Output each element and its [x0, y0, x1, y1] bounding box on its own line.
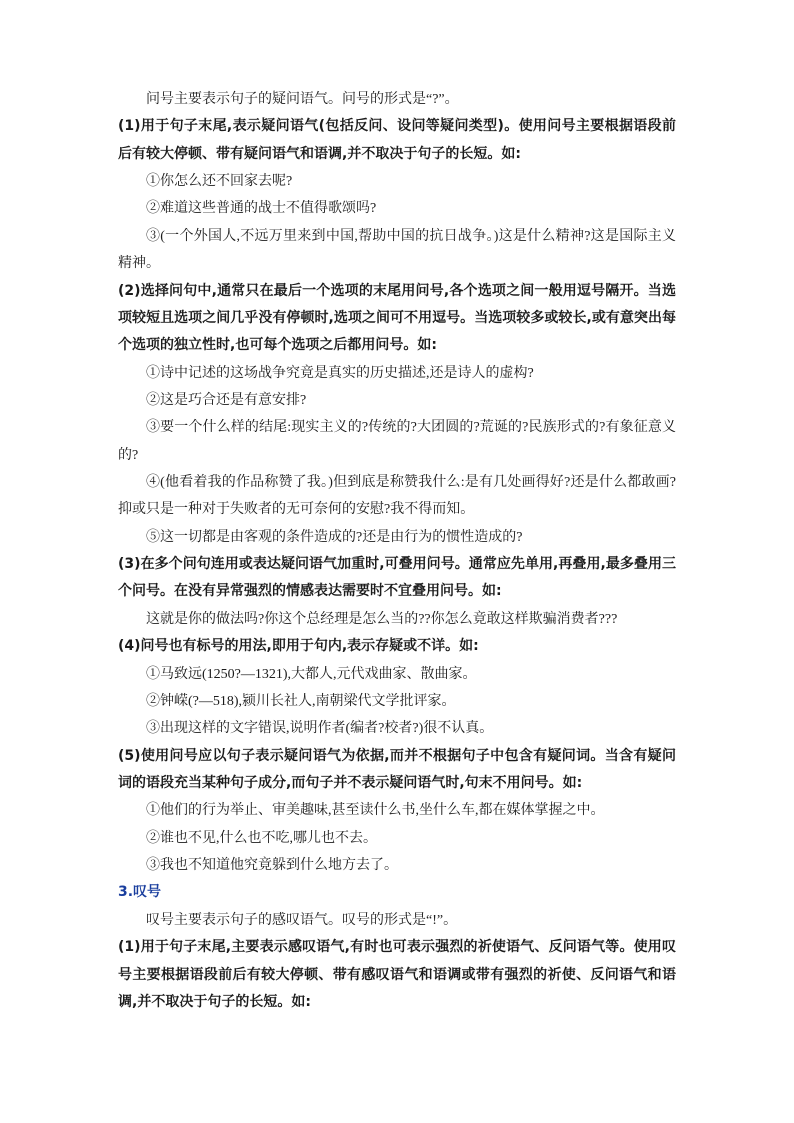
example-2-4: ④(他看着我的作品称赞了我。)但到底是称赞我什么:是有几处画得好?还是什么都敢画?抑或只是一种对于失败者的无可奈何的安慰?我不得而知。 [118, 475, 676, 518]
example-1-2: ②难道这些普通的战士不值得歌颂吗? [146, 201, 377, 217]
rule-4-in-sentence-use: (4)问号也有标号的用法,即用于句内,表示存疑或不详。如: [118, 638, 479, 655]
exclamation-rule-1: (1)用于句子末尾,主要表示感叹语气,有时也可表示强烈的祈使语气、反问语气等。使用叹号主要根据语段前后有较大停顿、带有感叹语气和语调或带有强烈的祈使、反问语气和语调,并不取决于句子的长短。如: [118, 939, 676, 1010]
rule-3-stacked-question-marks: (3)在多个问句连用或表达疑问语气加重时,可叠用问号。通常应先单用,再叠用,最多叠用三个问号。在没有异常强烈的情感表达需要时不宜叠用问号。如: [118, 556, 676, 600]
example-5-2: ②谁也不见,什么也不吃,哪儿也不去。 [146, 830, 377, 846]
section-heading-exclamation-mark: 3.叹号 [118, 884, 162, 901]
example-1-3: ③(一个外国人,不远万里来到中国,帮助中国的抗日战争。)这是什么精神?这是国际主义精神。 [118, 228, 676, 272]
rule-1-sentence-end: (1)用于句子末尾,表示疑问语气(包括反问、设问等疑问类型)。使用问号主要根据语段前后有较大停顿、带有疑问语气和语调,并不取决于句子的长短。如: [118, 118, 676, 162]
example-3-1: 这就是你的做法吗?你这个总经理是怎么当的??你怎么竟敢这样欺骗消费者??? [146, 611, 618, 627]
question-mark-intro: 问号主要表示句子的疑问语气。问号的形式是“?”。 [146, 92, 459, 107]
example-2-5: ⑤这一切都是由客观的条件造成的?还是由行为的惯性造成的? [146, 529, 523, 545]
document-body [118, 86, 676, 1016]
rule-2-choice-question: (2)选择问句中,通常只在最后一个选项的末尾用问号,各个选项之间一般用逗号隔开。当选项较短且选项之间几乎没有停顿时,选项之间可不用逗号。当选项较多或较长,或有意突出每个选项的独立性时,也可每个选项之后都用问号。如: [118, 282, 676, 354]
example-5-1: ①他们的行为举止、审美趣味,甚至读什么书,坐什么车,都在媒体掌握之中。 [146, 803, 605, 819]
example-2-3: ③要一个什么样的结尾:现实主义的?传统的?大团圆的?荒诞的?民族形式的?有象征意义的? [118, 420, 676, 463]
example-5-3: ③我也不知道他究竟躲到什么地方去了。 [146, 858, 398, 874]
example-2-2: ②这是巧合还是有意安排? [146, 392, 307, 408]
example-1-1: ①你怎么还不回家去呢? [146, 174, 293, 190]
example-4-1: ①马致远(1250?—1321),大都人,元代戏曲家、散曲家。 [146, 666, 477, 682]
example-2-1: ①诗中记述的这场战争究竟是真实的历史描述,还是诗人的虚构? [146, 365, 534, 381]
exclamation-mark-intro: 叹号主要表示句子的感叹语气。叹号的形式是“!”。 [146, 912, 458, 928]
example-4-2: ②钟嵘(?—518),颍川长社人,南朝梁代文学批评家。 [146, 693, 456, 709]
rule-5-interrogative-words: (5)使用问号应以句子表示疑问语气为依据,而并不根据句子中包含有疑问词。当含有疑问词的语段充当某种句子成分,而句子并不表示疑问语气时,句末不用问号。如: [118, 747, 676, 791]
example-4-3: ③出现这样的文字错误,说明作者(编者?校者?)很不认真。 [146, 721, 494, 737]
